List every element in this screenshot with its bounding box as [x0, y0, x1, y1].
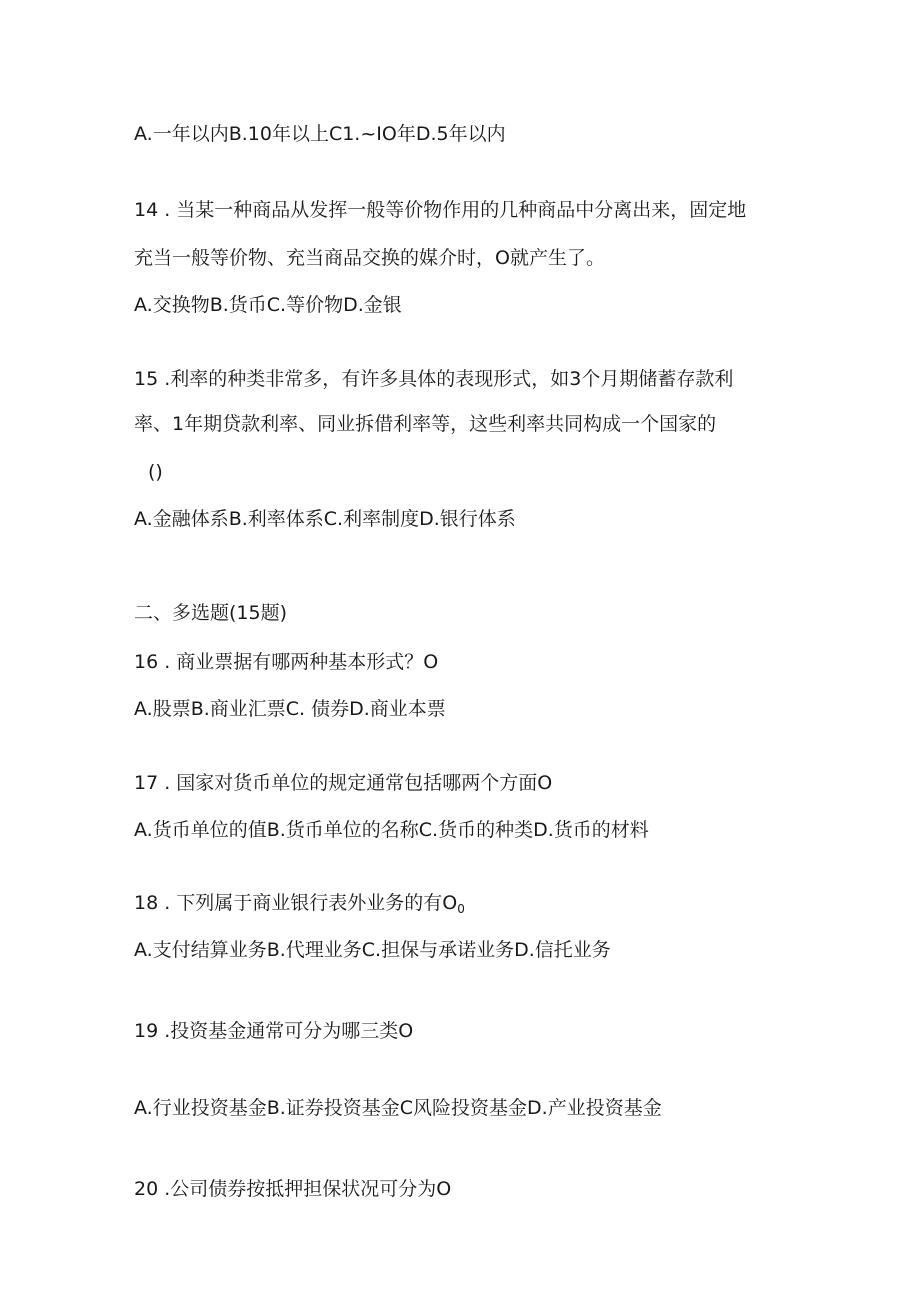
q17-options: A.货币单位的值B.货币单位的名称C.货币的种类D.货币的材料 [134, 819, 649, 841]
q18-stem: 18 . 下列属于商业银行表外业务的有O [134, 892, 458, 914]
q14-options: A.交换物B.货币C.等价物D.金银 [134, 294, 402, 316]
q16-stem: 16 . 商业票据有哪两种基本形式？O [134, 651, 439, 673]
q19-options: A.行业投资基金B.证券投资基金C风险投资基金D.产业投资基金 [134, 1097, 662, 1119]
q20-stem: 20 .公司债券按抵押担保状况可分为O [134, 1178, 452, 1200]
q18-options: A.支付结算业务B.代理业务C.担保与承诺业务D.信托业务 [134, 939, 611, 961]
q14-stem-line-2: 充当一般等价物、充当商品交换的媒介时，O就产生了。 [134, 247, 605, 269]
q15-stem-line-1: 15 .利率的种类非常多，有许多具体的表现形式，如3个月期储蓄存款利 [134, 368, 734, 390]
q16-options: A.股票B.商业汇票C. 债券D.商业本票 [134, 698, 446, 720]
q15-stem-line-2: 率、1年期贷款利率、同业拆借利率等，这些利率共同构成一个国家的 [134, 413, 717, 435]
q13-options: A.一年以内B.10年以上C1.~IO年D.5年以内 [134, 123, 506, 145]
q18-stem-subscript: 0 [457, 902, 465, 916]
q14-stem-line-1: 14 . 当某一种商品从发挥一般等价物作用的几种商品中分离出来，固定地 [134, 199, 747, 221]
q19-stem: 19 .投资基金通常可分为哪三类O [134, 1020, 414, 1042]
q17-stem: 17 . 国家对货币单位的规定通常包括哪两个方面O [134, 772, 553, 794]
q15-stem-line-3: () [148, 461, 163, 483]
section-heading: 二、多选题(15题) [134, 602, 288, 624]
q15-options: A.金融体系B.利率体系C.利率制度D.银行体系 [134, 508, 516, 530]
q18-stem-wrap [134, 891, 465, 921]
